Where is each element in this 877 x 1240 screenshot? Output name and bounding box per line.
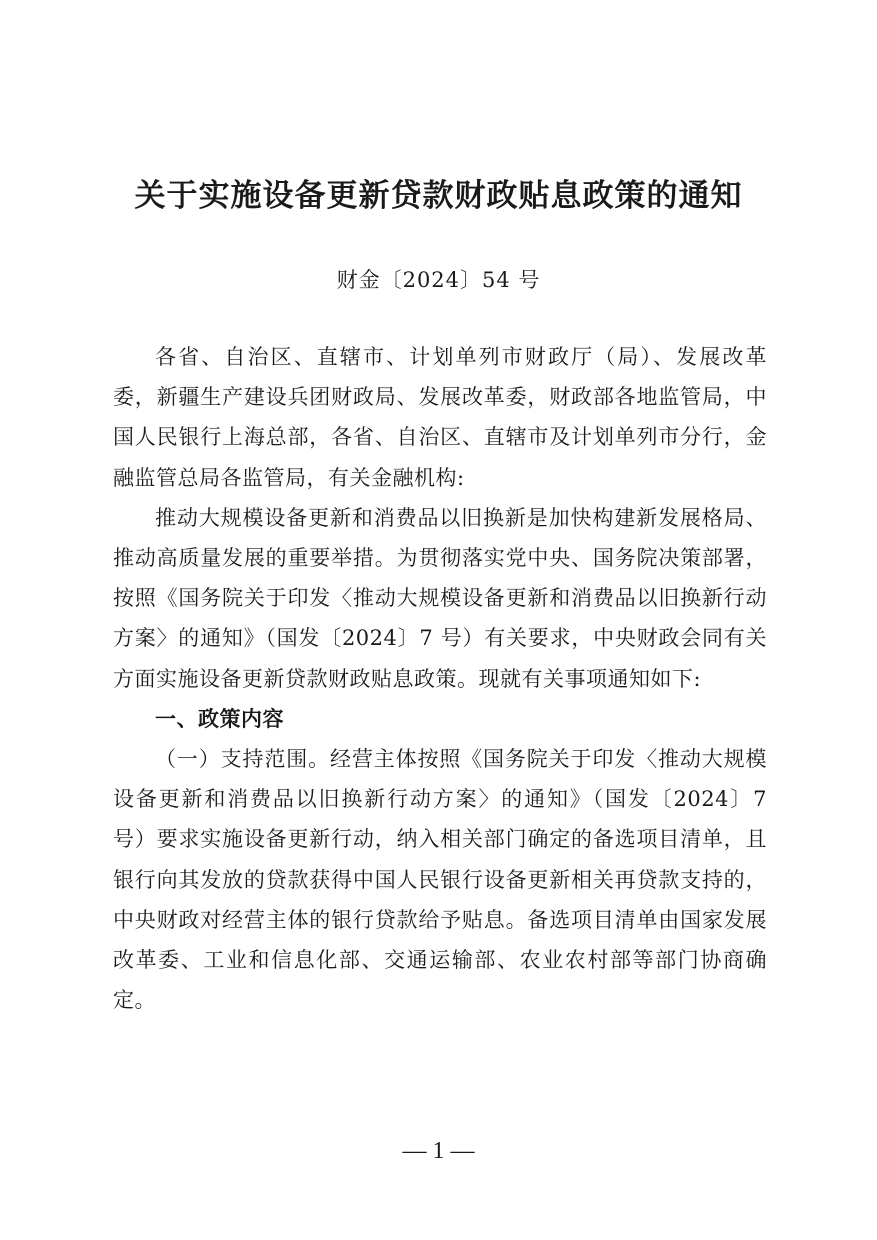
page-number: — 1 —: [402, 1138, 475, 1164]
document-title: 关于实施设备更新贷款财政贴息政策的通知: [134, 178, 743, 214]
support-scope-paragraph: （一）支持范围。经营主体按照《国务院关于印发〈推动大规模设备更新和消费品以旧换新行动方案〉的通知》（国发〔2024〕7 号）要求实施设备更新行动，纳入相关部门确定的备选项目清单，且银行向其发放的贷款获得中国人民银行设备更新相关再贷款支持的，中央财政对经营主体的银行贷款给予贴息。备选项目清单由国家发展改革委、工业和信息化部、交通运输部、农业农村部等部门协商确定。: [113, 747, 767, 1013]
section-heading: 一、政策内容: [155, 706, 284, 731]
intro-paragraph: 推动大规模设备更新和消费品以旧换新是加快构建新发展格局、推动高质量发展的重要举措。为贯彻落实党中央、国务院决策部署，按照《国务院关于印发〈推动大规模设备更新和消费品以旧换新行动方案〉的通知》（国发〔2024〕7 号）有关要求，中央财政会同有关方面实施设备更新贷款财政贴息政策。现就有关事项通知如下:: [113, 505, 767, 691]
recipients-paragraph: 各省、自治区、直辖市、计划单列市财政厅（局）、发展改革委，新疆生产建设兵团财政局、发展改革委，财政部各地监管局，中国人民银行上海总部，各省、自治区、直辖市及计划单列市分行，金融监管总局各监管局，有关金融机构:: [113, 345, 767, 490]
document-number: 财金〔2024〕54 号: [336, 268, 541, 292]
document-body: [113, 337, 767, 1020]
